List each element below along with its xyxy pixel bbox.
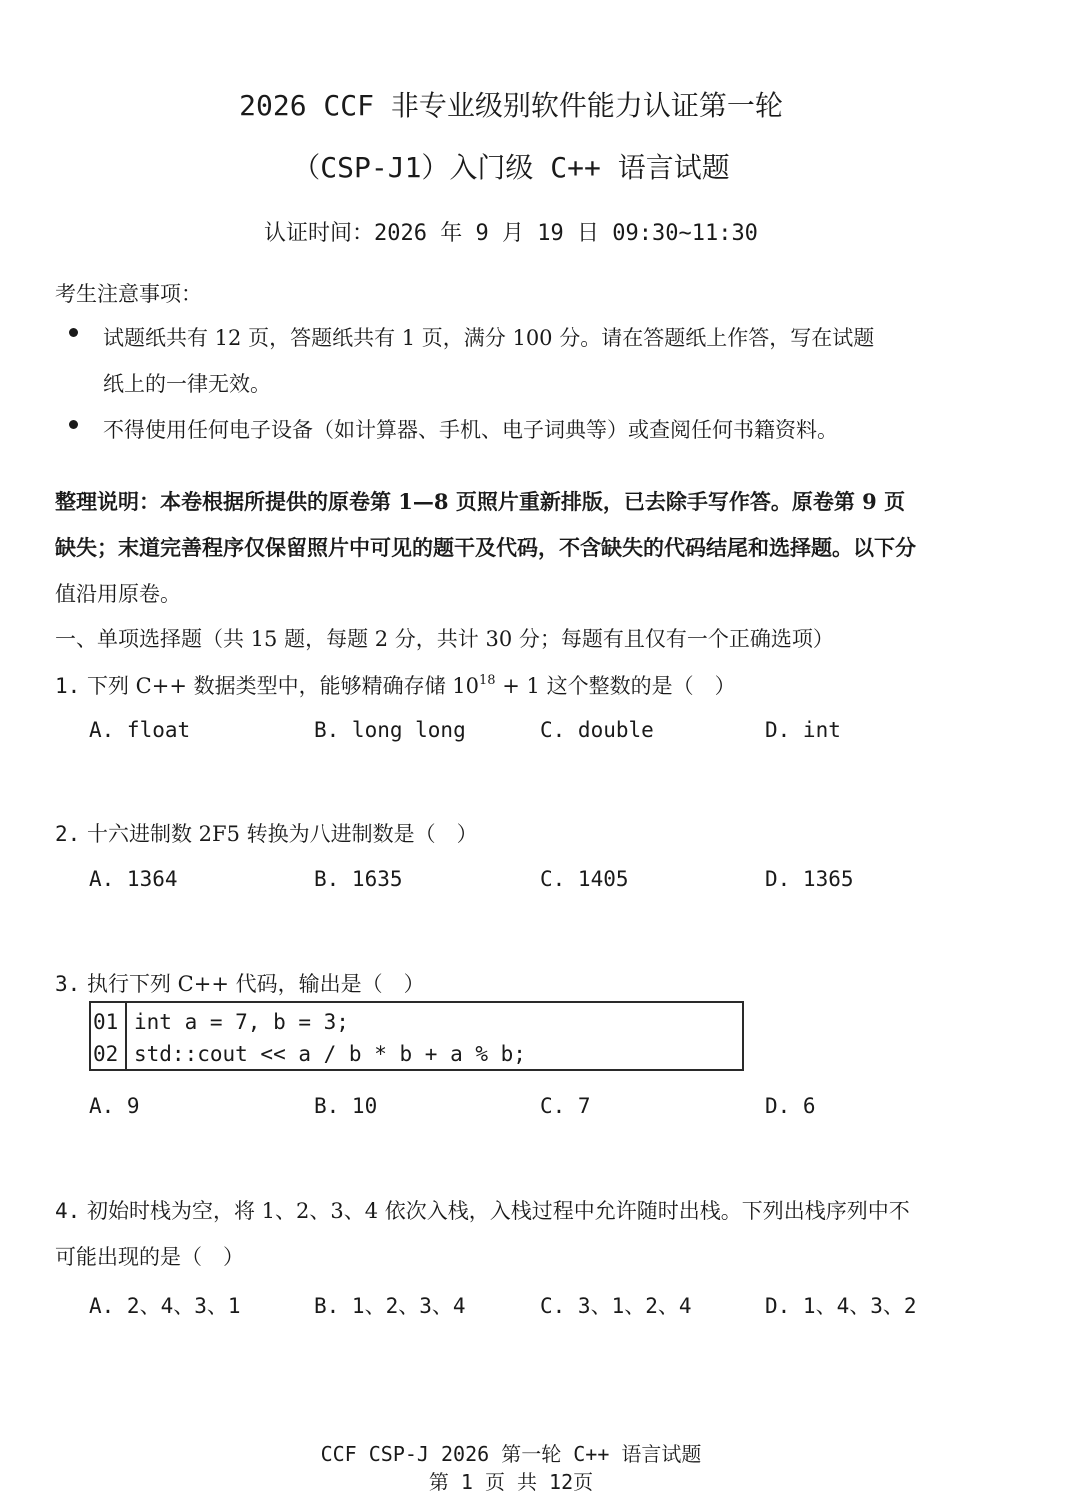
q2-option-d[interactable]: D. 1365 [765, 867, 854, 891]
page-footer: CCF CSP-J 2026 第一轮 C++ 语言试题 [320, 1442, 702, 1466]
notice-item-1-line2: 纸上的一律无效。 [103, 372, 271, 396]
q3-option-b[interactable]: B. 10 [314, 1094, 378, 1118]
exam-subtitle: （CSP-J1）入门级 C++ 语言试题 [292, 151, 730, 184]
q4-option-a[interactable]: A. 2、4、3、1 [89, 1294, 241, 1318]
question-number: 3. [55, 972, 81, 996]
question-text: 执行下列 C++ 代码，输出是（ ） [86, 972, 425, 996]
arrangement-note-line1: 整理说明：本卷根据所提供的原卷第 1—8 页照片重新排版，已去除手写作答。原卷第 9 页 [55, 489, 906, 514]
question-1 [55, 670, 736, 700]
exam-time: 认证时间：2026 年 9 月 19 日 09:30~11:30 [264, 221, 758, 246]
q1-option-c[interactable]: C. double [540, 718, 654, 742]
question-4 [55, 1195, 910, 1225]
code-line-number: 01 [93, 1010, 119, 1034]
q3-option-a[interactable]: A. 9 [89, 1094, 140, 1118]
arrangement-note-line3: 值沿用原卷。 [55, 582, 181, 606]
question-number: 2. [55, 822, 81, 846]
question-number: 1. [55, 674, 81, 698]
q1-option-d[interactable]: D. int [765, 718, 841, 742]
question-text: 初始时栈为空，将 1、2、3、4 依次入栈，入栈过程中允许随时出栈。下列出栈序列中不 [86, 1199, 910, 1223]
code-line: std::cout << a / b * b + a % b; [134, 1042, 526, 1066]
q3-option-c[interactable]: C. 7 [540, 1094, 591, 1118]
code-block [89, 1001, 744, 1071]
question-text: 十六进制数 2F5 转换为八进制数是（ ） [86, 822, 478, 846]
code-line: int a = 7, b = 3; [134, 1010, 349, 1034]
notice-heading: 考生注意事项： [55, 282, 202, 306]
exam-title: 2026 CCF 非专业级别软件能力认证第一轮 [239, 89, 783, 122]
notice-item-2: 不得使用任何电子设备（如计算器、手机、电子词典等）或查阅任何书籍资料。 [103, 418, 838, 442]
q2-option-a[interactable]: A. 1364 [89, 867, 178, 891]
q3-option-d[interactable]: D. 6 [765, 1094, 816, 1118]
section-heading: 一、单项选择题（共 15 题，每题 2 分，共计 30 分；每题有且仅有一个正确选项） [55, 627, 834, 651]
q4-option-d[interactable]: D. 1、4、3、2 [765, 1294, 917, 1318]
question-number: 4. [55, 1199, 81, 1223]
bullet-icon [69, 420, 78, 429]
question-4-line2: 可能出现的是（ ） [55, 1245, 244, 1269]
question-text-after: 这个整数的是（ ） [546, 674, 736, 698]
math-expression: $10^{18} + 1$ [452, 673, 540, 698]
q2-option-c[interactable]: C. 1405 [540, 867, 629, 891]
page-number: 第 1 页 共 12页 [428, 1470, 594, 1494]
q4-option-b[interactable]: B. 1、2、3、4 [314, 1294, 466, 1318]
q1-option-a[interactable]: A. float [89, 718, 191, 742]
q1-option-b[interactable]: B. long long [314, 718, 466, 742]
question-3 [55, 968, 425, 998]
q2-option-b[interactable]: B. 1635 [314, 867, 403, 891]
notice-item-1-line1: 试题纸共有 12 页，答题纸共有 1 页，满分 100 分。请在答题纸上作答，写在试题 [103, 326, 875, 350]
q4-option-c[interactable]: C. 3、1、2、4 [540, 1294, 692, 1318]
question-text: 下列 C++ 数据类型中，能够精确存储 [86, 674, 446, 698]
bullet-icon [69, 328, 78, 337]
code-line-number: 02 [93, 1042, 119, 1066]
question-2 [55, 818, 478, 848]
arrangement-note-line2: 缺失；末道完善程序仅保留照片中可见的题干及代码，不含缺失的代码结尾和选择题。以下分 [55, 535, 916, 560]
